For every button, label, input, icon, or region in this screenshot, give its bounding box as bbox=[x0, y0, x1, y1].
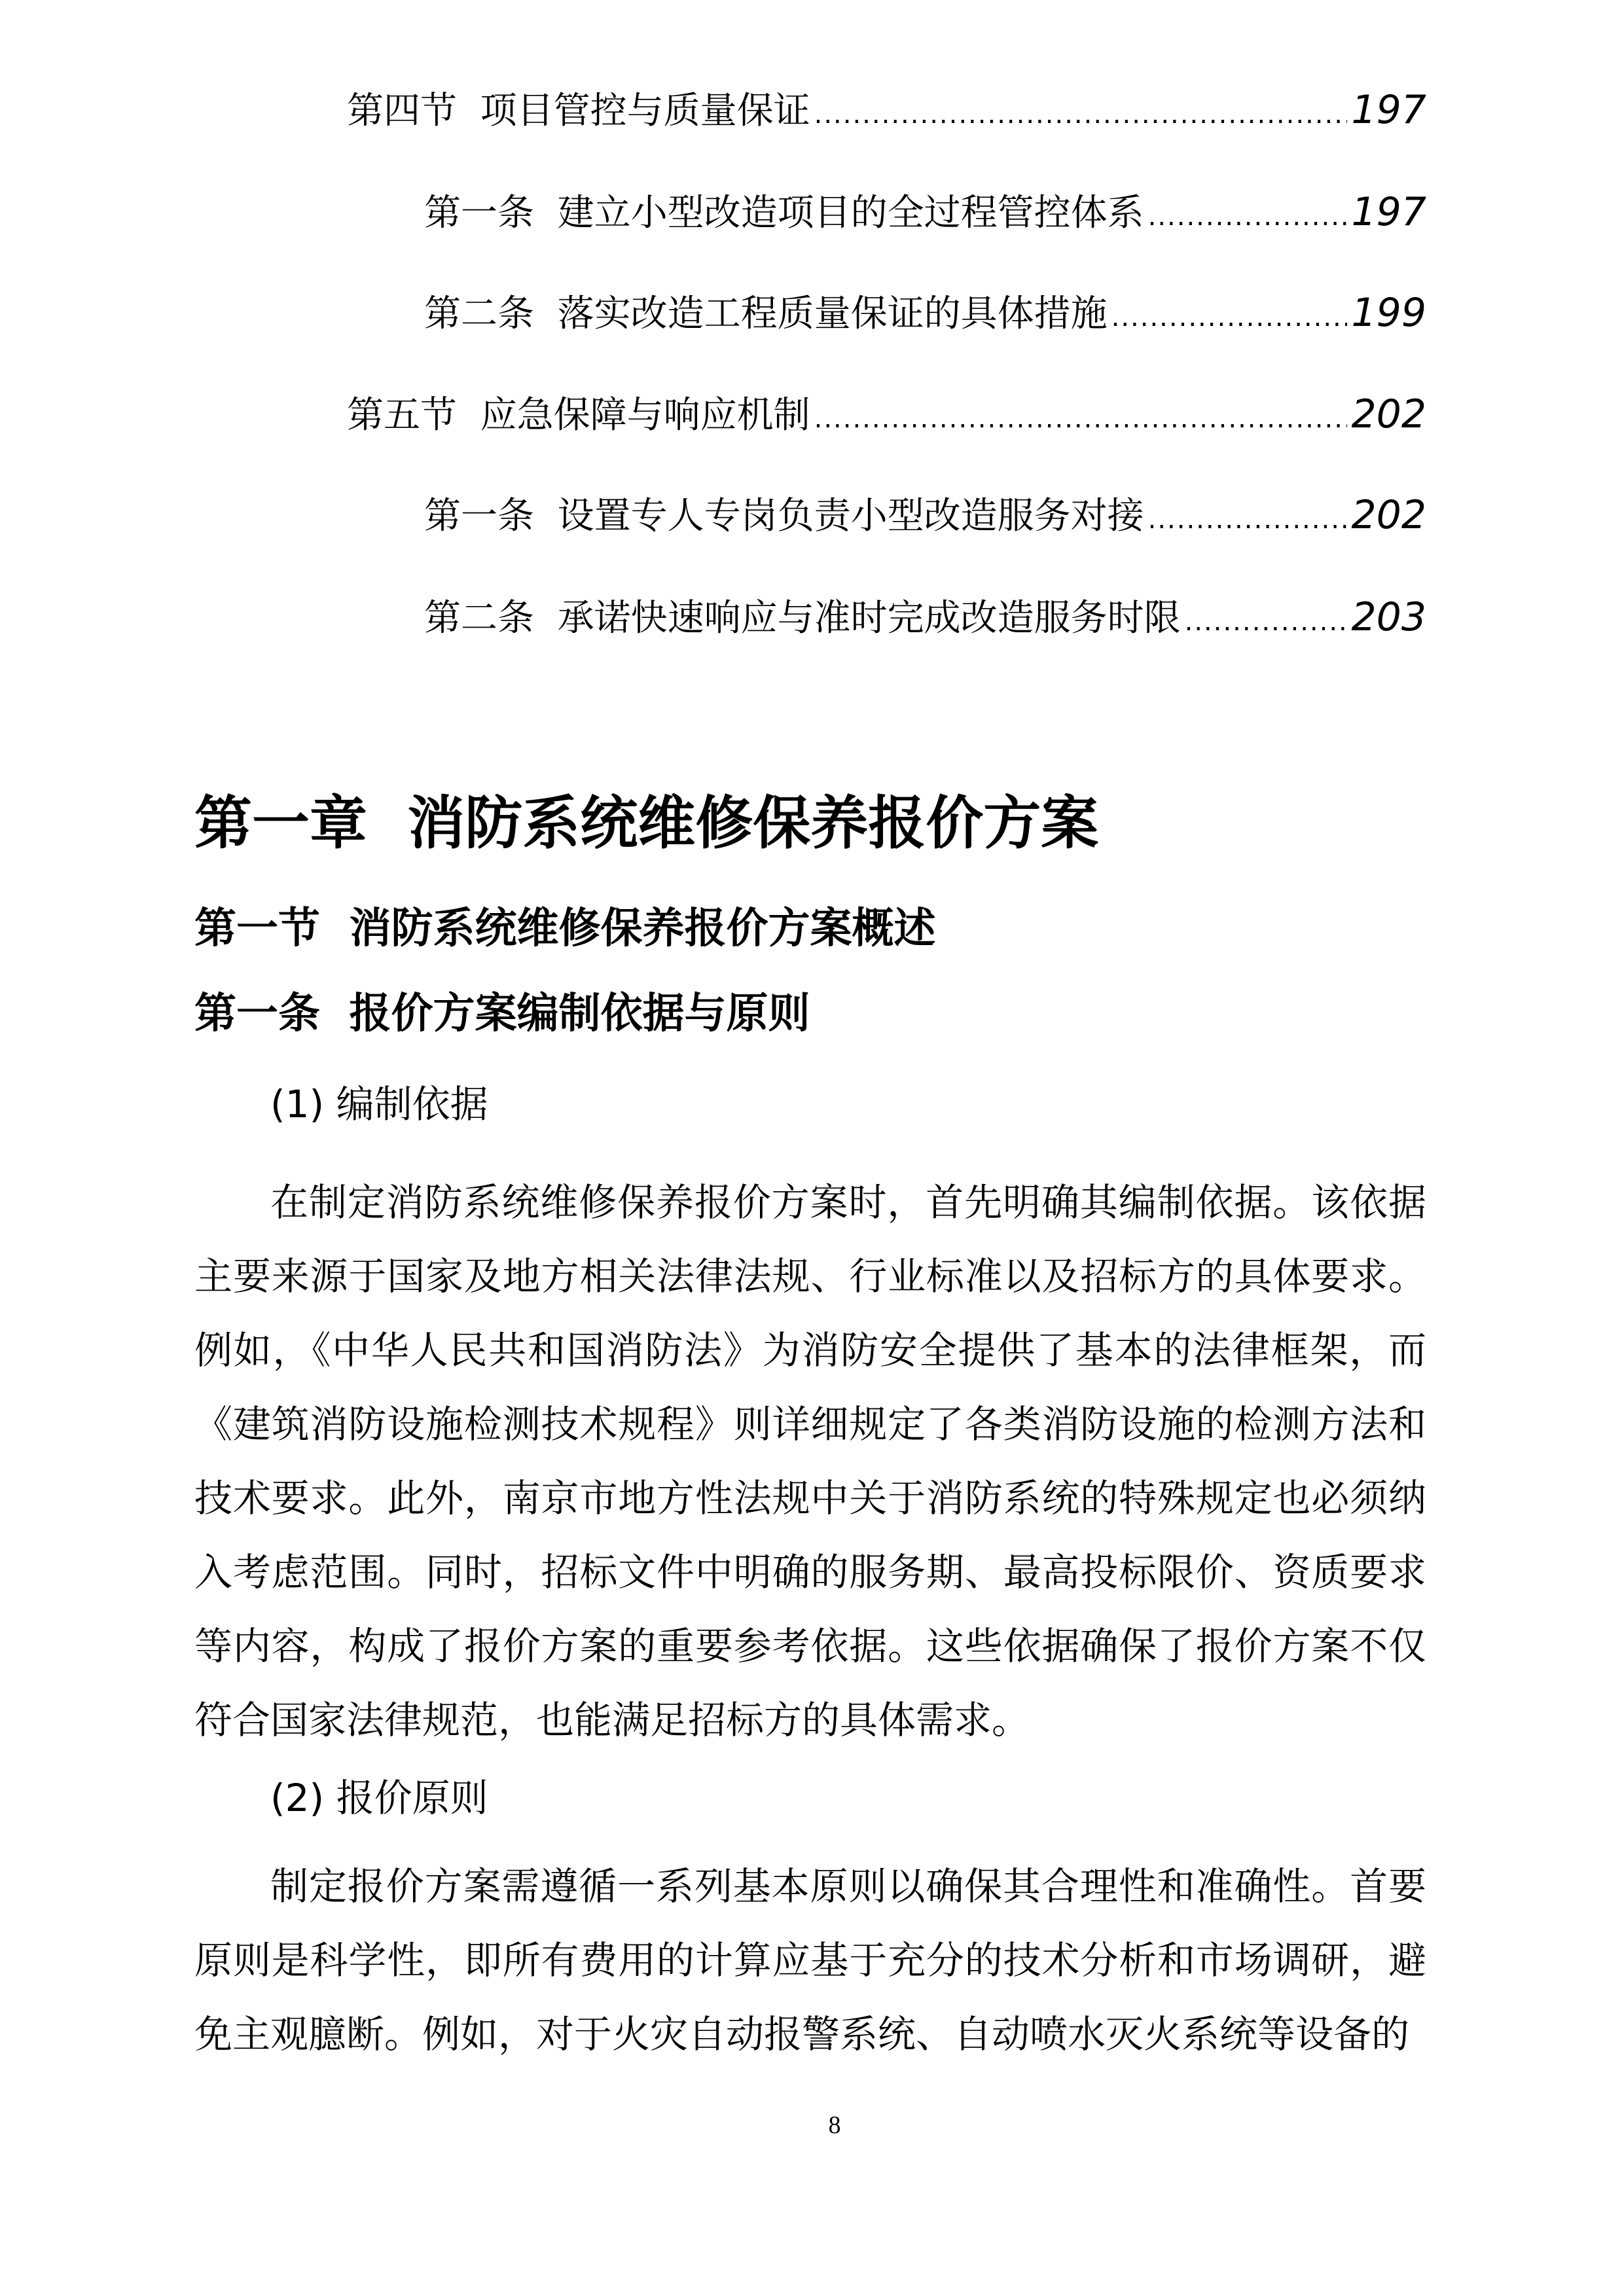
toc-entry-page: 202 bbox=[1351, 391, 1426, 437]
toc-entry-page: 202 bbox=[1351, 492, 1426, 538]
toc-leader-dots bbox=[1148, 493, 1348, 546]
toc-entry[interactable] bbox=[424, 489, 1426, 541]
toc-entry-page: 203 bbox=[1351, 594, 1426, 640]
article-title: 第一条 报价方案编制依据与原则 bbox=[194, 990, 810, 1038]
chapter-title: 第一章 消防系统维修保养报价方案 bbox=[194, 789, 1099, 857]
toc-entry-title: 第一条 设置专人专岗负责小型改造服务对接 bbox=[424, 495, 1144, 537]
toc-entry-title: 第四节 项目管控与质量保证 bbox=[347, 90, 810, 132]
toc-entry[interactable] bbox=[424, 186, 1426, 238]
toc-entry[interactable] bbox=[347, 388, 1426, 440]
toc-entry-title: 第五节 应急保障与响应机制 bbox=[347, 394, 810, 437]
section-title: 第一节 消防系统维修保养报价方案概述 bbox=[194, 905, 936, 953]
toc-entry-page: 197 bbox=[1351, 87, 1426, 133]
toc-entry[interactable] bbox=[347, 84, 1426, 136]
item-label: (1) 编制依据 bbox=[270, 1082, 488, 1126]
toc-entry[interactable] bbox=[424, 591, 1426, 643]
toc-leader-dots bbox=[1185, 596, 1348, 648]
page-number: 8 bbox=[828, 2111, 841, 2139]
toc-leader-dots bbox=[1111, 291, 1348, 344]
body-paragraph: 在制定消防系统维修保养报价方案时，首先明确其编制依据。该依据主要来源于国家及地方相关法律法规、行业标准以及招标方的具体要求。例如，《中华人民共和国消防法》为消防安全提供了基本的法律框架，而《建筑消防设施检测技术规程》则详细规定了各类消防设施的检测方法和技术要求。此外，南京市地方性法规中关于消防系统的特殊规定也必须纳入考虑范围。同时，招标文件中明确的服务期、最高投标限价、资质要求等内容，构成了报价方案的重要参考依据。这些依据确保了报价方案不仅符合国家法律规范，也能满足招标方的具体需求。 bbox=[194, 1180, 1426, 1742]
toc-leader-dots bbox=[814, 88, 1348, 141]
toc-entry[interactable] bbox=[424, 287, 1426, 339]
toc-entry-page: 197 bbox=[1351, 189, 1426, 235]
toc-entry-title: 第二条 落实改造工程质量保证的具体措施 bbox=[424, 293, 1108, 335]
toc-entry-title: 第一条 建立小型改造项目的全过程管控体系 bbox=[424, 192, 1144, 234]
toc-leader-dots bbox=[814, 393, 1348, 445]
body-paragraph: 制定报价方案需遵循一系列基本原则以确保其合理性和准确性。首要原则是科学性，即所有费用的计算应基于充分的技术分析和市场调研，避免主观臆断。例如，对于火灾自动报警系统、自动喷水灭火系统等设备的 bbox=[194, 1864, 1426, 2056]
toc-entry-title: 第二条 承诺快速响应与准时完成改造服务时限 bbox=[424, 597, 1181, 639]
toc-entry-page: 199 bbox=[1351, 290, 1426, 336]
item-label: (2) 报价原则 bbox=[270, 1776, 488, 1820]
toc-leader-dots bbox=[1148, 190, 1348, 243]
